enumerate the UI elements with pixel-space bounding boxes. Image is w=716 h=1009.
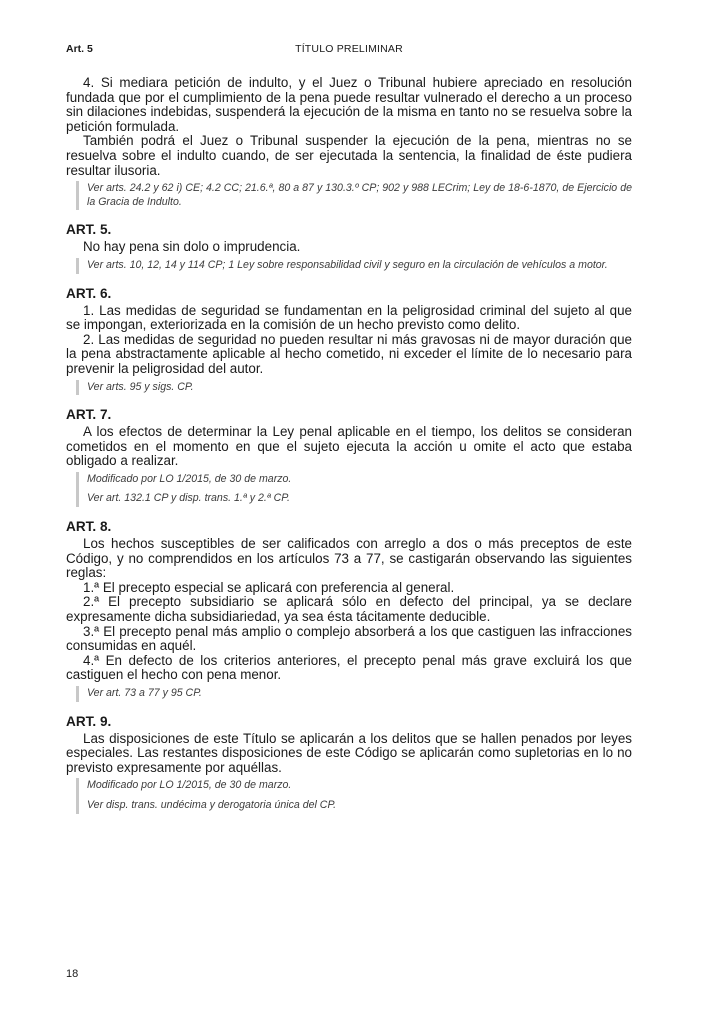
body-paragraph: 1. Las medidas de seguridad se fundamentan en la peligrosidad criminal del sujeto al que se impongan, exteriorizada en la comisión de un hecho previsto como delito. — [66, 302, 632, 333]
article-heading: ART. 8. — [66, 519, 112, 535]
article-heading: ART. 7. — [66, 407, 112, 423]
reference-note — [76, 181, 632, 210]
body-paragraph: 2.ª El precepto subsidiario se aplicará sólo en defecto del principal, ya se declare expresamente dicha subsidiariedad, ya sea ésta tácitamente deducible. — [66, 594, 632, 625]
running-head-article: Art. 5 — [66, 43, 93, 55]
note-text: Ver arts. 24.2 y 62 i) CE; 4.2 CC; 21.6.ª, 80 a 87 y 130.3.º CP; 902 y 988 LECrim; Ley de 18-6-1870, de Ejercicio de la Gracia de Indulto. — [87, 182, 632, 208]
note-text: Ver disp. trans. undécima y derogatoria única del CP. — [87, 798, 337, 811]
body-paragraph: 1.ª El precepto especial se aplicará con preferencia al general. — [83, 579, 455, 595]
note-text: Ver arts. 95 y sigs. CP. — [87, 380, 194, 393]
page-content — [66, 76, 632, 814]
article-9 — [66, 714, 632, 814]
note-text: Modificado por LO 1/2015, de 30 de marzo. — [87, 472, 292, 485]
reference-note — [76, 472, 632, 507]
article-8 — [66, 519, 632, 702]
body-paragraph: 2. Las medidas de seguridad no pueden resultar ni más gravosas ni de mayor duración que la pena abstractamente aplicable al hecho cometido, ni exceder el límite de lo necesario para prevenir la peligrosidad del autor. — [66, 331, 632, 376]
reference-note — [76, 380, 632, 396]
running-head-title: TÍTULO PRELIMINAR — [295, 43, 403, 55]
article-6 — [66, 286, 632, 396]
body-paragraph: También podrá el Juez o Tribunal suspender la ejecución de la pena, mientras no se resuelva sobre el indulto cuando, de ser ejecutada la sentencia, la finalidad de éste pudiera resultar ilusoria. — [66, 133, 632, 178]
note-text: Ver art. 73 a 77 y 95 CP. — [87, 687, 202, 699]
reference-note — [76, 686, 632, 702]
article-heading: ART. 5. — [66, 222, 112, 238]
body-paragraph: Las disposiciones de este Título se aplicarán a los delitos que se hallen penados por leyes especiales. Las restantes disposiciones de este Código se aplicarán como supletorias en lo no previsto expresamente por aquéllas. — [66, 730, 632, 775]
note-text: Ver art. 132.1 CP y disp. trans. 1.ª y 2.ª CP. — [87, 492, 290, 505]
note-text: Ver arts. 10, 12, 14 y 114 CP; 1 Ley sobre responsabilidad civil y seguro en la circulación de vehículos a motor. — [87, 258, 608, 271]
article-5 — [66, 222, 632, 273]
article-heading: ART. 6. — [66, 285, 112, 301]
page-number: 18 — [66, 968, 79, 980]
reference-note — [76, 258, 632, 274]
note-text: Modificado por LO 1/2015, de 30 de marzo. — [87, 779, 292, 792]
body-paragraph: 3.ª El precepto penal más amplio o complejo absorberá a los que castiguen las infracciones consumidas en aquél. — [66, 623, 632, 654]
article-7 — [66, 407, 632, 507]
body-paragraph: Los hechos susceptibles de ser calificados con arreglo a dos o más preceptos de este Código, y no comprendidos en los artículos 73 a 77, se castigarán observando las siguientes reglas: — [66, 536, 632, 581]
reference-note — [76, 778, 632, 813]
body-paragraph: A los efectos de determinar la Ley penal aplicable en el tiempo, los delitos se consideran cometidos en el momento en que el sujeto ejecuta la acción u omite el acto que estaba obligado a realizar. — [66, 424, 632, 469]
body-paragraph: 4. Si mediara petición de indulto, y el Juez o Tribunal hubiere apreciado en resolución fundada que por el cumplimiento de la pena puede resultar vulnerado el derecho a un proceso sin dilaciones indebidas, suspenderá la ejecución de la misma en tanto no se resuelva sobre la petición formulada. — [66, 75, 632, 134]
body-paragraph: No hay pena sin dolo o imprudencia. — [83, 239, 301, 255]
intro-continuation — [66, 76, 632, 210]
body-paragraph: 4.ª En defecto de los criterios anteriores, el precepto penal más grave excluirá los que castiguen el hecho con pena menor. — [66, 652, 632, 683]
running-head — [66, 43, 632, 59]
article-heading: ART. 9. — [66, 713, 112, 729]
